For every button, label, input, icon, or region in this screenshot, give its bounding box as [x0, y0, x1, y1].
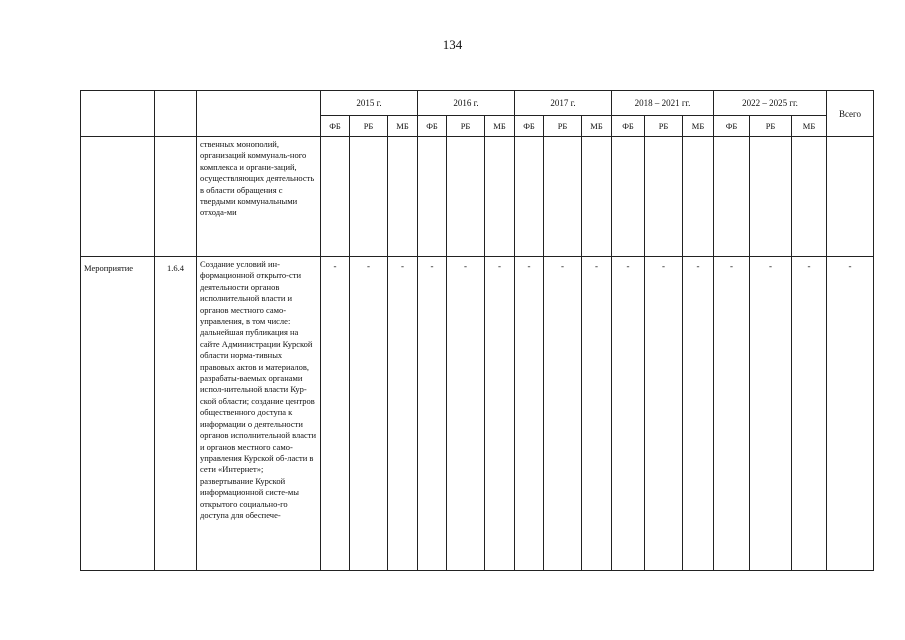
- row-code: [155, 137, 197, 257]
- header-source: ФБ: [515, 116, 544, 137]
- header-source: РБ: [750, 116, 792, 137]
- value-cell: [321, 137, 350, 257]
- value-cell: [645, 137, 683, 257]
- header-source: ФБ: [714, 116, 750, 137]
- header-source: РБ: [645, 116, 683, 137]
- value-cell: -: [792, 257, 827, 571]
- value-cell: -: [515, 257, 544, 571]
- header-source: ФБ: [612, 116, 645, 137]
- value-cell: [515, 137, 544, 257]
- header-source: МБ: [683, 116, 714, 137]
- header-source: МБ: [792, 116, 827, 137]
- header-year: 2015 г.: [321, 91, 418, 116]
- header-year: 2017 г.: [515, 91, 612, 116]
- value-cell: -: [645, 257, 683, 571]
- value-cell: [683, 137, 714, 257]
- value-cell: -: [683, 257, 714, 571]
- header-source: МБ: [582, 116, 612, 137]
- row-description: Создание условий ин-формационной открыто-сти деятельности органов исполнительной власти и органов местного само-управления, в том числе: дальнейшая публикация на сайте Администрации Курской области норма-тивных правовых актов и материалов, разрабаты-ваемых органами испол-нительной власти Кур-ской области; создание центров общественного доступа к информации о деятельности органов исполнительной власти и органов местного само-управления Курской об-ласти в сети «Интернет»; развертывание Курской информационной систе-мы открытого социально-го доступа для обеспече-: [197, 257, 321, 571]
- value-cell: [792, 137, 827, 257]
- row-code: 1.6.4: [155, 257, 197, 571]
- total-cell: [827, 137, 874, 257]
- value-cell: [582, 137, 612, 257]
- value-cell: [418, 137, 447, 257]
- value-cell: -: [544, 257, 582, 571]
- header-total: Всего: [827, 91, 874, 137]
- header-empty-cell: [155, 91, 197, 137]
- value-cell: [750, 137, 792, 257]
- value-cell: -: [714, 257, 750, 571]
- header-source: МБ: [388, 116, 418, 137]
- value-cell: -: [582, 257, 612, 571]
- value-cell: -: [612, 257, 645, 571]
- header-source: РБ: [447, 116, 485, 137]
- header-row-years: [81, 91, 874, 116]
- value-cell: [612, 137, 645, 257]
- value-cell: -: [350, 257, 388, 571]
- header-year: 2022 – 2025 гг.: [714, 91, 827, 116]
- value-cell: [714, 137, 750, 257]
- total-cell: -: [827, 257, 874, 571]
- value-cell: [350, 137, 388, 257]
- value-cell: -: [418, 257, 447, 571]
- table-row: [81, 137, 874, 257]
- value-cell: -: [321, 257, 350, 571]
- header-empty-cell: [81, 91, 155, 137]
- value-cell: -: [750, 257, 792, 571]
- table-row: [81, 257, 874, 571]
- value-cell: [485, 137, 515, 257]
- row-type: Мероприятие: [81, 257, 155, 571]
- header-year: 2016 г.: [418, 91, 515, 116]
- header-source: РБ: [350, 116, 388, 137]
- value-cell: -: [447, 257, 485, 571]
- row-type: [81, 137, 155, 257]
- header-source: ФБ: [321, 116, 350, 137]
- header-source: МБ: [485, 116, 515, 137]
- value-cell: [544, 137, 582, 257]
- row-description: ственных монополий, организаций коммуналь-ного комплекса и органи-заций, осуществляющих деятельность в области обращения с твердыми коммунальными отхода-ми: [197, 137, 321, 257]
- value-cell: -: [388, 257, 418, 571]
- budget-table: [80, 90, 874, 571]
- header-empty-cell: [197, 91, 321, 137]
- page-number: 134: [442, 37, 463, 52]
- value-cell: [447, 137, 485, 257]
- header-year: 2018 – 2021 гг.: [612, 91, 714, 116]
- header-source: ФБ: [418, 116, 447, 137]
- value-cell: [388, 137, 418, 257]
- header-source: РБ: [544, 116, 582, 137]
- value-cell: -: [485, 257, 515, 571]
